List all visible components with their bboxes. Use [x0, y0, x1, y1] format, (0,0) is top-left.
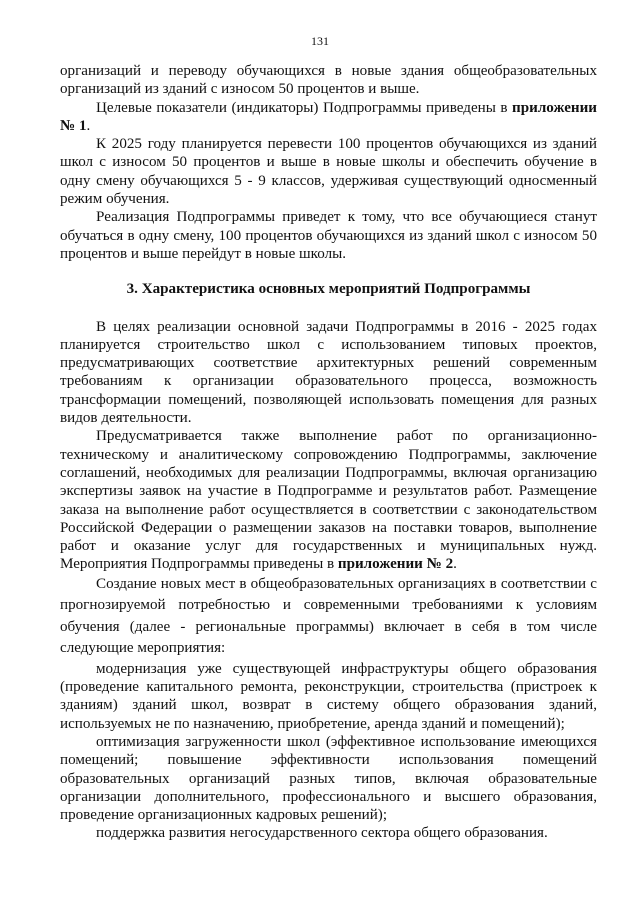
paragraph-indicators — [60, 99, 597, 136]
paragraph-text: Предусматривается также выполнение работ по организационно-техническому и аналитическому сопровождению Подпрограммы, заключение соглашений, необходимых для реализации Подпрограммы, включая организацию экспертизы заявок на участие в Подпрограмме и результатов работ. Размещение заказа на выполнение работ осуществляется в соответствии с законодательством Российской Федерации о размещении заказов на поставки товаров, выполнение работ и оказание услуг для государственных и муниципальных нужд. Мероприятия Подпрограммы приведены в — [60, 428, 597, 573]
paragraph-end: . — [86, 117, 91, 134]
list-item-private-sector: поддержка развития негосударственного сектора общего образования. — [96, 825, 548, 842]
document-body — [60, 62, 597, 843]
section-heading: 3. Характеристика основных мероприятий Подпрограммы — [126, 281, 531, 298]
list-item-optimization: оптимизация загруженности школ (эффективное использование имеющихся помещений; повышение эффективности использования помещений образовательных организаций разных типов, включая образовательные организации дополнительного, профессионального и высшего образования, проведение организационных кадровых решений); — [60, 733, 597, 824]
appendix-reference-1: приложении № 1 — [60, 99, 597, 134]
paragraph-text: Целевые показатели (индикаторы) Подпрограммы приведены в — [96, 99, 513, 116]
list-item-modernization: модернизация уже существующей инфраструктуры общего образования (проведение капитального ремонта, реконструкции, строительства (пристроек к зданиям) зданий школ, возврат в систему общего образования зданий, используемых не по назначению, приобретение, аренда зданий и помещений); — [60, 660, 597, 732]
paragraph-end: . — [453, 556, 457, 573]
paragraph-result: Реализация Подпрограммы приведет к тому, что все обучающиеся станут обучаться в одну смену, 100 процентов обучающихся из зданий школ с износом 50 процентов и выше перейдут в новые школы. — [60, 209, 597, 262]
paragraph-construction: В целях реализации основной задачи Подпрограммы в 2016 - 2025 годах планируется строительство школ с использованием типовых проектов, предусматривающих соответствие архитектурных решений современным требованиям к организации образовательного процесса, возможность трансформации помещений, позволяющей использовать помещения для разных видов деятельности. — [60, 318, 597, 427]
paragraph-goal-2025: К 2025 году планируется перевести 100 процентов обучающихся из зданий школ с износом 50 процентов и выше в новые школы и обеспечить обучение в одну смену обучающихся 5 - 9 классов, удерживая существующий односменный режим обучения. — [60, 136, 597, 208]
paragraph-support-works — [60, 427, 597, 573]
page-number: 131 — [311, 34, 329, 48]
paragraph-continuation: организаций и переводу обучающихся в новые здания общеобразовательных организаций из зданий с износом 50 процентов и выше. — [60, 63, 597, 98]
paragraph-new-places: Создание новых мест в общеобразовательных организациях в соответствии с прогнозируемой потребностью и современными требованиями к условиям обучения (далее - региональные программы) включает в себя в том числе следующие мероприятия: — [60, 575, 597, 657]
appendix-reference-2: приложении № 2 — [337, 556, 454, 573]
